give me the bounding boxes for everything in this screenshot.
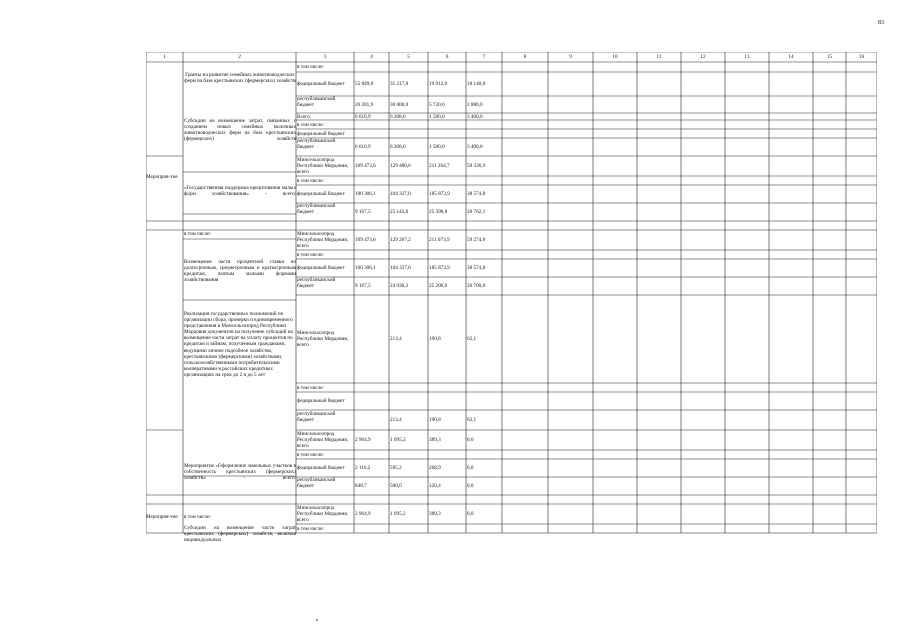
header-col-4: 4: [370, 54, 373, 60]
row-value-cell: 24 930,2: [390, 283, 409, 289]
row-value-cell: 38 574,8: [467, 265, 486, 271]
row-source-cell: республиканский бюджет: [297, 277, 336, 290]
header-col-2: 2: [238, 54, 241, 60]
row-source-cell: Всего:: [297, 113, 312, 120]
row-source-cell: в том числе:: [297, 177, 325, 184]
row-source-cell: республиканский бюджет: [297, 203, 336, 216]
row-value-cell: 3 400,0: [467, 113, 483, 120]
row-value-cell: 190,8: [429, 417, 441, 423]
row-value-cell: 20 762,1: [467, 209, 486, 215]
row-value-cell: 500,0: [390, 483, 402, 489]
page-number: 83: [878, 20, 884, 26]
row-value-cell: 26 281,9: [355, 101, 374, 108]
row-source-cell: федеральный бюджет: [297, 191, 345, 197]
row-source-cell: Минсельхозпрод Республики Мордовия, всего: [297, 329, 349, 348]
row-value-cell: 38 574,8: [467, 191, 486, 197]
row-value-cell: 19 912,0: [429, 81, 448, 87]
row-value-cell: 55 849,0: [355, 81, 374, 87]
row-value-cell: 62,1: [467, 417, 477, 423]
section-state-support-label: «Государственная поддержка кредитования малых форм хозяйствования» - всего:: [184, 185, 296, 198]
row-value-cell: 35 217,0: [390, 81, 409, 87]
row-source-cell: федеральный бюджет: [297, 465, 345, 471]
header-col-11: 11: [656, 54, 662, 60]
row-value-cell: 268,9: [429, 465, 441, 471]
row-value-cell: 211 073,9: [429, 237, 450, 243]
header-col-12: 12: [700, 54, 706, 60]
measure-label-a: Мероприя-тие: [146, 174, 178, 180]
row-value-cell: 9 167,5: [355, 209, 371, 215]
incl-wide-label-2: в том числе:: [184, 514, 212, 520]
row-value-cell: 0,0: [467, 483, 474, 489]
row-source-cell: Минсельхозпрод Республики Мордовия, всего: [297, 430, 349, 449]
row-source-cell: федеральный бюджет: [297, 130, 345, 137]
scan-speck: [316, 619, 318, 621]
header-col-14: 14: [788, 54, 794, 60]
row-value-cell: 9 167,5: [355, 283, 371, 289]
row-value-cell: 25 143,6: [390, 209, 409, 215]
row-value-cell: 213,4: [390, 336, 402, 342]
row-value-cell: 2 880,0: [467, 101, 483, 108]
row-value-cell: 190,8: [429, 336, 441, 342]
row-value-cell: 100 306,1: [355, 191, 376, 197]
section-reimbursement-label: Возмещение части процентной ставки по долгосрочным, среднесрочным и краткосрочным кредитам, взятым малыми формами хозяйствования: [184, 259, 296, 284]
row-source-cell: в том числе:: [297, 451, 325, 458]
row-source-cell: Минсельхозпрод Республики Мордовия, всего: [297, 156, 349, 175]
header-col-13: 13: [744, 54, 750, 60]
row-source-cell: республиканский бюджет: [297, 138, 336, 151]
row-value-cell: 185 873,9: [429, 191, 450, 197]
header-col-10: 10: [612, 54, 618, 60]
row-source-cell: федеральный бюджет: [297, 398, 345, 404]
section-subsidy-land-label: Субсидии на возмещение части затрат крестьянских (фермерских) хозяйств, включая индивидуальных: [184, 525, 296, 544]
row-source-cell: в том числе:: [297, 251, 325, 258]
row-value-cell: 6 208,6: [390, 113, 406, 120]
section-registration-label: Мероприятие «Оформление земельных участков в собственность крестьянских (фермерских) хозяйств» - всего:: [184, 463, 296, 482]
row-source-cell: республиканский бюджет: [297, 477, 336, 490]
row-value-cell: 59 336,9: [467, 163, 486, 169]
row-value-cell: 20 700,0: [467, 283, 486, 289]
row-value-cell: 25 390,8: [429, 209, 448, 215]
row-value-cell: 62,1: [467, 336, 477, 342]
measure-label-b: Мероприя-тие: [146, 514, 178, 520]
row-value-cell: 1 500,0: [429, 113, 445, 120]
row-value-cell: 0,0: [467, 437, 474, 443]
section-powers-label: Реализация государственных полномочий по организации сбора, проверки и единовременного представления в Минсельхозпрод Республики Мордовия документов на получение субсидий на возмещение части затрат на уплату процентов по кредитам и займам, полученным гражданами, ведущими личное подсобное хозяйство, крестьянскими (фермерскими) хозяйствами, сельскохозяйственными потребительскими кооперативами в российских кредитных организациях на срок до 2 и до 5 лет: [184, 311, 293, 378]
row-source-cell: федеральный бюджет: [297, 81, 345, 87]
row-value-cell: 3 400,0: [467, 144, 483, 150]
row-source-cell: в том числе:: [297, 64, 325, 70]
header-col-5: 5: [407, 54, 410, 60]
row-value-cell: 104 337,0: [390, 265, 411, 271]
row-source-cell: в том числе:: [297, 525, 325, 532]
row-value-cell: 129 480,6: [390, 163, 411, 169]
row-value-cell: 59 274,8: [467, 237, 486, 243]
row-value-cell: 1 500,0: [429, 144, 445, 150]
row-source-cell: Минсельхозпрод Республики Мордовия, всего: [297, 504, 349, 523]
row-value-cell: 848,7: [355, 483, 367, 489]
incl-wide-label: в том числе:: [184, 231, 212, 237]
row-source-cell: Минсельхозпрод Республики Мордовия, всего: [297, 230, 349, 249]
row-source-cell: республиканский бюджет: [297, 410, 336, 423]
row-value-cell: 6 208,6: [390, 144, 406, 150]
row-value-cell: 2 116,2: [355, 465, 371, 471]
row-value-cell: 1 095,2: [390, 437, 406, 443]
section-subsidy-farms-label: Субсидии на возмещение затрат, связанных с созданием новых семейных молочных животноводческих ферм на базе крестьянских (фермерских) хозяйств: [184, 118, 296, 143]
row-value-cell: 100 306,1: [355, 265, 376, 271]
row-value-cell: 25 200,0: [429, 283, 448, 289]
row-value-cell: 1 095,2: [390, 511, 406, 517]
row-value-cell: 109 473,6: [355, 163, 376, 169]
section-grants-label: Гранты на развитие семейных животноводческих ферм на базе крестьянских (фермерских) хозяйств: [184, 72, 296, 85]
header-col-6: 6: [445, 54, 449, 60]
row-source-cell: в том числе:: [297, 121, 325, 128]
budget-table: [146, 52, 877, 552]
row-value-cell: 6 610,9: [355, 144, 371, 150]
row-value-cell: 18 140,0: [467, 81, 486, 87]
header-col-3: 3: [323, 54, 327, 60]
header-col-9: 9: [569, 54, 572, 60]
row-value-cell: 30 000,0: [390, 101, 409, 108]
row-value-cell: 5 720,0: [429, 101, 445, 108]
header-col-7: 7: [482, 54, 486, 60]
row-value-cell: 595,2: [390, 465, 402, 471]
row-value-cell: 109 473,6: [355, 237, 376, 243]
row-source-cell: в том числе:: [297, 384, 325, 391]
row-value-cell: 211 264,7: [429, 163, 450, 169]
row-value-cell: 6 610,9: [355, 113, 371, 120]
row-value-cell: 2 964,9: [355, 437, 371, 443]
header-col-15: 15: [826, 54, 833, 60]
row-value-cell: 129 267,2: [390, 237, 411, 243]
row-source-cell: федеральный бюджет: [297, 265, 345, 271]
row-value-cell: 0,0: [467, 465, 474, 471]
row-value-cell: 185 873,9: [429, 265, 450, 271]
header-col-16: 16: [858, 54, 865, 60]
row-value-cell: 2 964,9: [355, 511, 371, 517]
row-value-cell: 104 337,0: [390, 191, 411, 197]
row-value-cell: 213,4: [390, 417, 402, 423]
row-value-cell: 0,0: [467, 511, 474, 517]
header-col-1: 1: [163, 54, 166, 60]
row-value-cell: 120,4: [429, 483, 441, 489]
row-value-cell: 389,3: [429, 511, 441, 517]
row-source-cell: республиканский бюджет: [297, 96, 336, 109]
header-col-8: 8: [523, 54, 527, 60]
row-value-cell: 389,3: [429, 437, 441, 443]
